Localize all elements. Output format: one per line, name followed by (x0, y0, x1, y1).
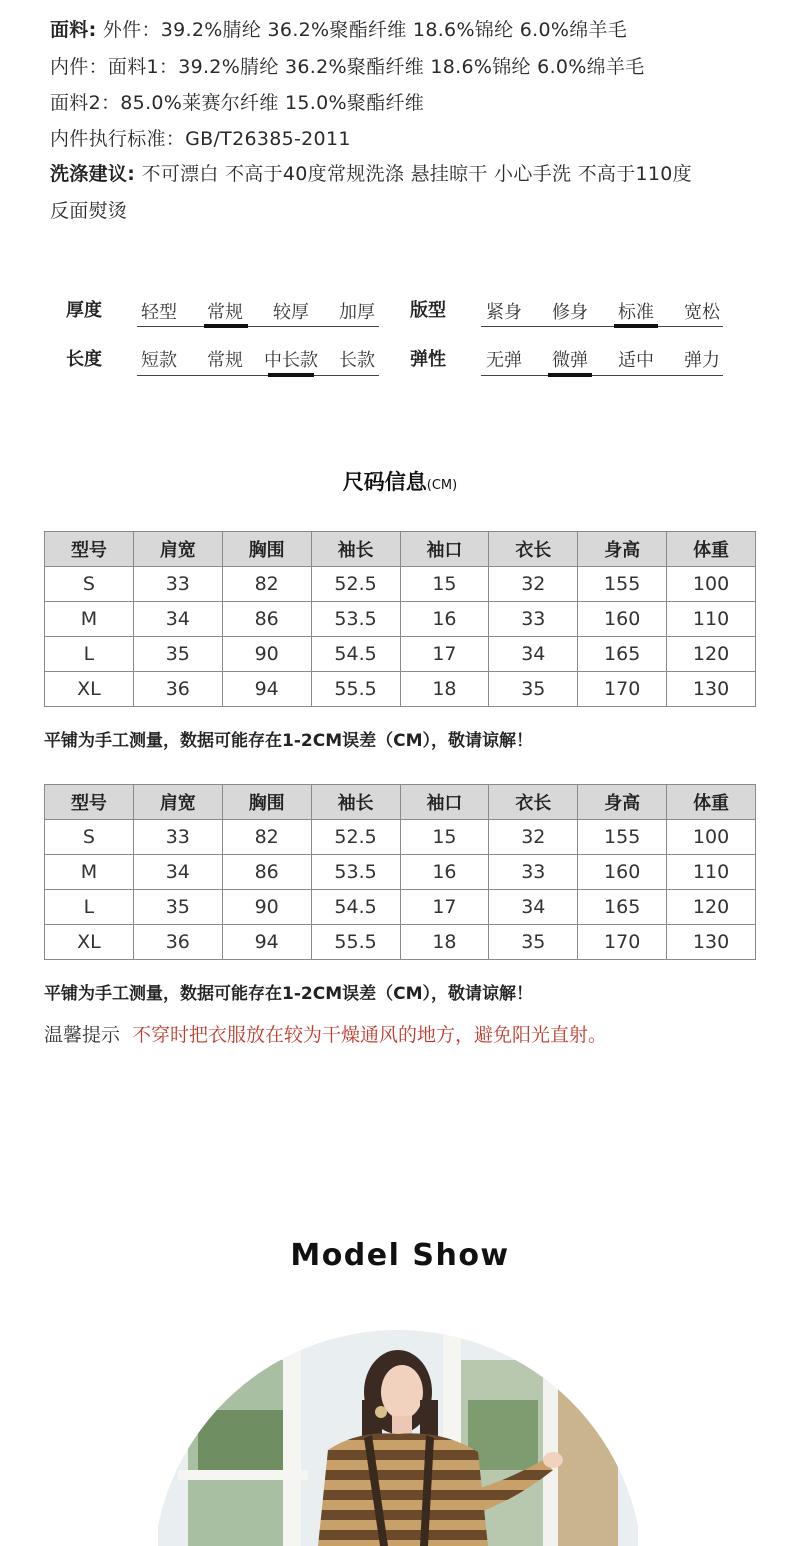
size-cell: 130 (667, 925, 756, 960)
size-row (45, 820, 756, 855)
fabric-line-3: 面料2：85.0%莱赛尔纤维 15.0%聚酯纤维 (50, 92, 425, 114)
size-row (45, 602, 756, 637)
size-cell: 18 (400, 925, 489, 960)
size-cell: 34 (489, 637, 578, 672)
size-cell: 18 (400, 672, 489, 707)
wash-advice-cont: 反面熨烫 (50, 200, 128, 222)
underline-elasticity (481, 375, 723, 376)
option-thickness-4: 加厚 (339, 302, 375, 323)
size-cell: 32 (489, 820, 578, 855)
size-col-header: 胸围 (222, 532, 311, 567)
underline-thickness (137, 326, 379, 327)
size-title-unit: (CM) (426, 478, 458, 493)
option-elasticity-1: 无弹 (486, 350, 522, 371)
size-cell: 34 (133, 602, 222, 637)
option-elasticity-4: 弹力 (684, 350, 720, 371)
size-cell: 33 (489, 602, 578, 637)
option-thickness-1: 轻型 (141, 302, 177, 323)
attr-label-fit: 版型 (410, 300, 446, 321)
underline-length (137, 375, 379, 376)
size-info-title (0, 466, 800, 496)
size-cell: 90 (222, 890, 311, 925)
fabric-outer-text: 外件：39.2%腈纶 36.2%聚酯纤维 18.6%锦纶 6.0%绵羊毛 (96, 19, 628, 41)
size-col-header: 型号 (45, 785, 134, 820)
size-cell: 15 (400, 820, 489, 855)
size-cell: 165 (578, 890, 667, 925)
size-cell: 100 (667, 820, 756, 855)
size-cell: 110 (667, 602, 756, 637)
size-cell: 90 (222, 637, 311, 672)
option-length-4: 长款 (339, 350, 375, 371)
wash-text: 不可漂白 不高于40度常规洗涤 悬挂晾干 小心手洗 不高于110度 (135, 163, 692, 185)
size-cell: 52.5 (311, 820, 400, 855)
size-col-header: 体重 (667, 785, 756, 820)
size-cell: 155 (578, 567, 667, 602)
fabric-line-2: 内件：面料1：39.2%腈纶 36.2%聚酯纤维 18.6%锦纶 6.0%绵羊毛 (50, 56, 645, 78)
selected-marker-length (268, 373, 314, 377)
size-cell: 36 (133, 925, 222, 960)
option-elasticity-3: 适中 (618, 350, 654, 371)
size-cell: 34 (133, 855, 222, 890)
size-cell: 94 (222, 672, 311, 707)
attr-label-thickness: 厚度 (66, 300, 102, 321)
size-col-header: 衣长 (489, 785, 578, 820)
size-cell: 86 (222, 602, 311, 637)
size-cell: 55.5 (311, 672, 400, 707)
size-cell: 52.5 (311, 567, 400, 602)
size-cell: 170 (578, 672, 667, 707)
fabric-line-1 (50, 18, 627, 42)
size-cell: 165 (578, 637, 667, 672)
size-cell: 34 (489, 890, 578, 925)
size-cell: 33 (489, 855, 578, 890)
size-cell: 15 (400, 567, 489, 602)
size-table-secondary (44, 784, 756, 960)
care-tip-text: 不穿时把衣服放在较为干燥通风的地方，避免阳光直射。 (132, 1024, 608, 1046)
attr-label-length: 长度 (66, 349, 102, 370)
size-row (45, 672, 756, 707)
size-cell: M (45, 855, 134, 890)
size-cell: 16 (400, 602, 489, 637)
size-cell: 82 (222, 820, 311, 855)
size-col-header: 袖口 (400, 532, 489, 567)
size-cell: S (45, 567, 134, 602)
model-show-title: Model Show (290, 1238, 510, 1273)
size-cell: 110 (667, 855, 756, 890)
size-cell: 33 (133, 567, 222, 602)
option-fit-1: 紧身 (486, 302, 522, 323)
size-row (45, 925, 756, 960)
size-cell: 35 (133, 890, 222, 925)
selected-marker-elasticity (548, 373, 592, 377)
size-col-header: 衣长 (489, 532, 578, 567)
cutoff-heading (50, 0, 190, 8)
size-cell: XL (45, 925, 134, 960)
size-cell: 17 (400, 637, 489, 672)
size-cell: 16 (400, 855, 489, 890)
model-photo-illustration (158, 1330, 638, 1546)
size-cell: 120 (667, 637, 756, 672)
size-cell: 53.5 (311, 602, 400, 637)
size-cell: 35 (489, 672, 578, 707)
size-col-header: 袖长 (311, 532, 400, 567)
selected-marker-fit (614, 324, 658, 328)
size-cell: 160 (578, 855, 667, 890)
care-tip-label: 温馨提示 (44, 1024, 121, 1046)
option-elasticity-2: 微弹 (552, 350, 588, 371)
option-thickness-3: 较厚 (273, 302, 309, 323)
size-cell: 36 (133, 672, 222, 707)
wash-label: 洗涤建议: (50, 163, 136, 185)
measurement-note: 平铺为手工测量，数据可能存在1-2CM误差（CM），敬请谅解！ (44, 731, 533, 751)
size-cell: 35 (133, 637, 222, 672)
size-cell: 54.5 (311, 890, 400, 925)
size-col-header: 肩宽 (133, 532, 222, 567)
size-col-header: 胸围 (222, 785, 311, 820)
fabric-label: 面料: (50, 19, 97, 41)
size-cell: 170 (578, 925, 667, 960)
size-cell: 17 (400, 890, 489, 925)
fabric-standard: 内件执行标准：GB/T26385-2011 (50, 128, 351, 150)
size-cell: 33 (133, 820, 222, 855)
size-cell: M (45, 602, 134, 637)
size-cell: 160 (578, 602, 667, 637)
option-fit-4: 宽松 (684, 302, 720, 323)
option-thickness-2: 常规 (207, 302, 243, 323)
size-col-header: 身高 (578, 785, 667, 820)
size-cell: 32 (489, 567, 578, 602)
size-cell: L (45, 890, 134, 925)
option-length-3: 中长款 (264, 350, 318, 371)
size-col-header: 袖口 (400, 785, 489, 820)
size-cell: 53.5 (311, 855, 400, 890)
size-col-header: 袖长 (311, 785, 400, 820)
size-cell: S (45, 820, 134, 855)
size-cell: 55.5 (311, 925, 400, 960)
size-cell: 54.5 (311, 637, 400, 672)
size-col-header: 体重 (667, 532, 756, 567)
size-table (44, 531, 756, 707)
wash-advice (50, 162, 692, 186)
size-row (45, 567, 756, 602)
size-cell: 82 (222, 567, 311, 602)
selected-marker-thickness (204, 324, 248, 328)
size-cell: 35 (489, 925, 578, 960)
size-row (45, 637, 756, 672)
size-title-text: 尺码信息 (342, 470, 427, 494)
size-col-header: 型号 (45, 532, 134, 567)
size-col-header: 身高 (578, 532, 667, 567)
underline-fit (481, 326, 723, 327)
size-cell: 130 (667, 672, 756, 707)
measurement-note-secondary: 平铺为手工测量，数据可能存在1-2CM误差（CM），敬请谅解！ (44, 984, 533, 1004)
size-cell: L (45, 637, 134, 672)
option-length-2: 常规 (207, 350, 243, 371)
size-cell: 94 (222, 925, 311, 960)
size-row (45, 890, 756, 925)
attr-label-elasticity: 弹性 (410, 349, 446, 370)
option-fit-3: 标准 (618, 302, 654, 323)
size-cell: 155 (578, 820, 667, 855)
size-table-header-row (45, 532, 756, 567)
size-cell: XL (45, 672, 134, 707)
option-length-1: 短款 (141, 350, 177, 371)
size-cell: 120 (667, 890, 756, 925)
care-tip (44, 1020, 607, 1047)
size-row (45, 855, 756, 890)
size-cell: 100 (667, 567, 756, 602)
size-cell: 86 (222, 855, 311, 890)
size-col-header: 肩宽 (133, 785, 222, 820)
size-table-header-row (45, 785, 756, 820)
option-fit-2: 修身 (552, 302, 588, 323)
model-photo (158, 1330, 638, 1546)
